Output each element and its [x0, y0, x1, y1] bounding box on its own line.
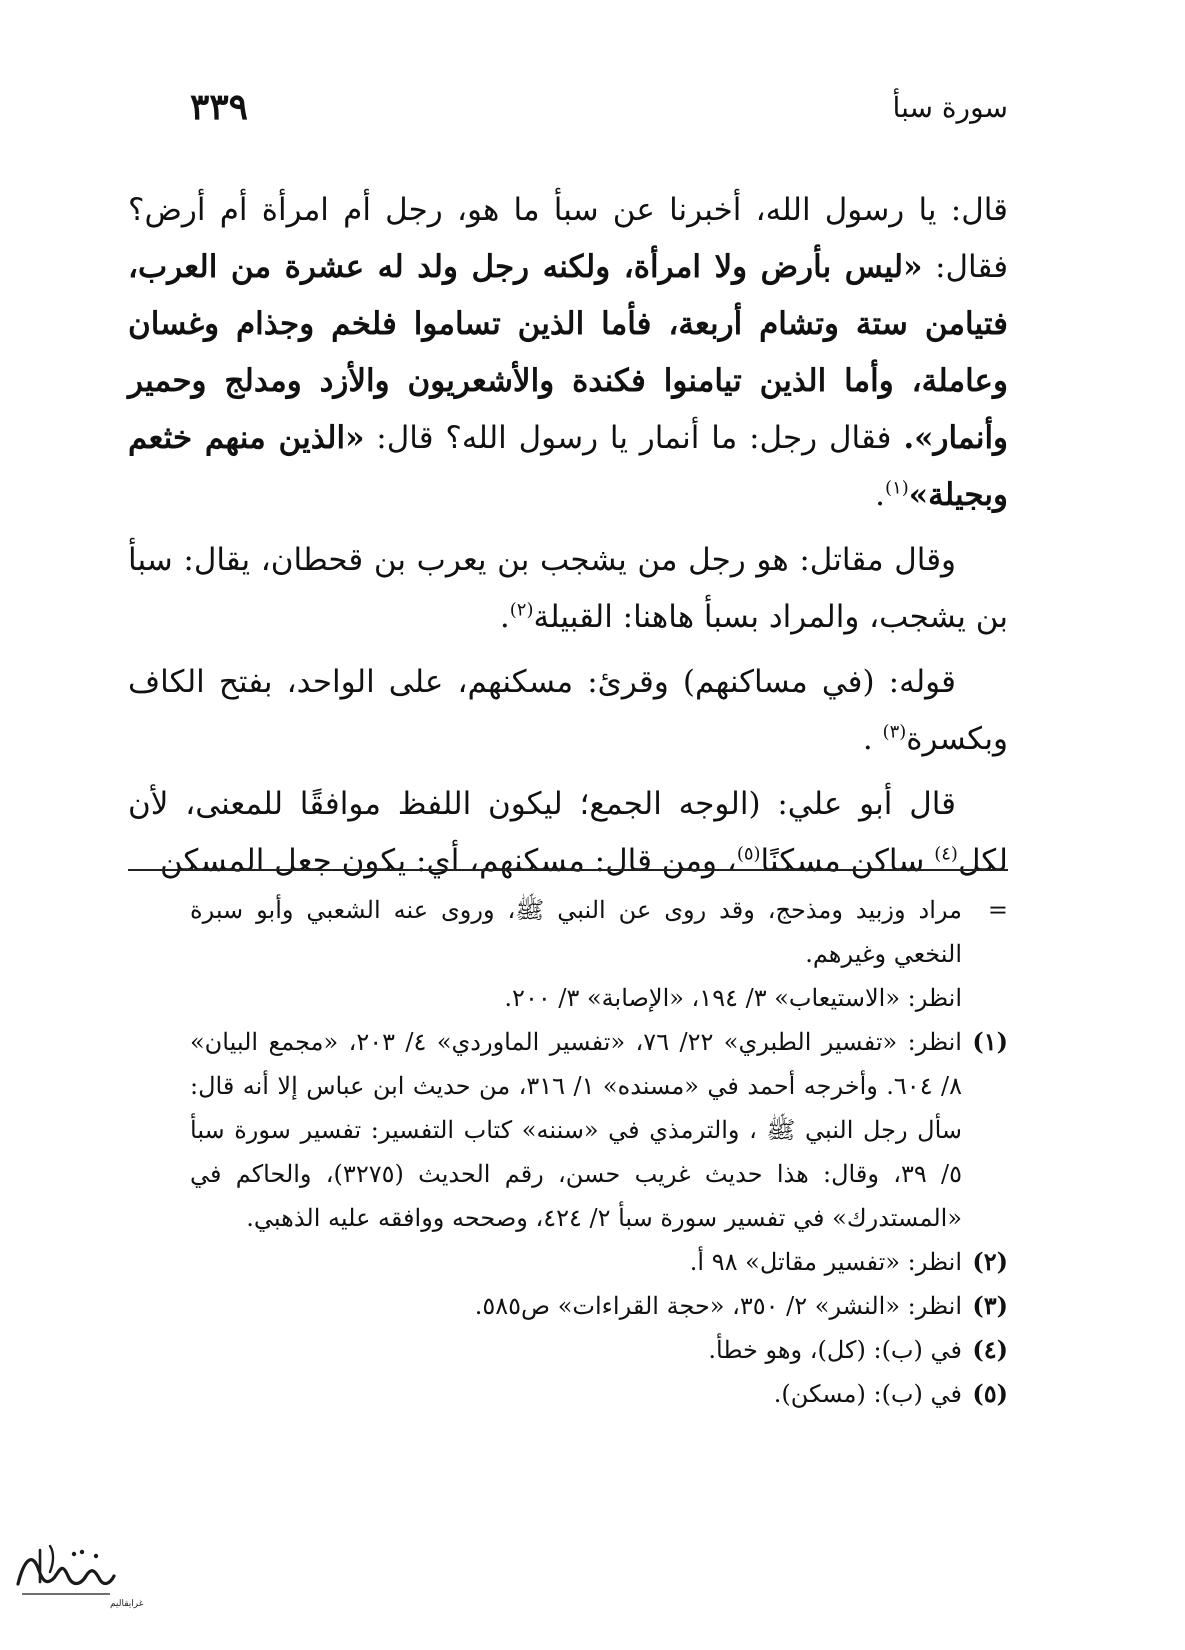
p4-text-b: ساكن مسكنًا	[760, 843, 935, 879]
p1-end: .	[875, 477, 886, 513]
p2-text: وقال مقاتل: هو رجل من يشجب بن يعرب بن قحطان، يقال: سبأ بن يشجب، والمراد بسبأ هاهنا: القبيلة	[128, 542, 1008, 635]
footnotes	[190, 888, 1008, 1416]
footnote-text: انظر: «تفسير مقاتل» ٩٨ أ.	[689, 1248, 962, 1276]
p3-end: .	[862, 721, 883, 757]
footnote-ref-4[interactable]: (٤)	[934, 843, 958, 865]
p1-mid: فقال رجل: ما أنمار يا رسول الله؟ قال:	[364, 420, 892, 456]
page-header	[190, 82, 1008, 132]
continuation-mark: =	[987, 896, 1008, 924]
footnote-number: (١)	[972, 1027, 1008, 1056]
p4-text-c: ، ومن قال: مسكنهم، أي: يكون جعل المسكن	[159, 843, 737, 879]
footnote-number: (٣)	[972, 1291, 1008, 1320]
footnote-text: انظر: «النشر» ٢/ ٣٥٠، «حجة القراءات» ص٥٨٥.	[474, 1292, 962, 1320]
p3-text: قوله: (في مساكنهم) وقرئ: مسكنهم، على الواحد، بفتح الكاف وبكسرة	[128, 664, 1008, 757]
footnote-4	[190, 1328, 1008, 1372]
p1-intro: قال: يا رسول الله، أخبرنا عن سبأ ما هو، رجل أم امرأة أم أرض؟ فقال:	[128, 192, 1009, 285]
footnote-text: في (ب): (مسكن).	[773, 1380, 962, 1408]
paragraph-3	[128, 654, 1008, 768]
p2-end: .	[499, 599, 510, 635]
main-text	[128, 182, 1008, 898]
footnote-1	[190, 1020, 1008, 1240]
footnote-continuation	[190, 888, 1008, 1020]
watermark-subtext: غرايقاليم	[110, 1599, 144, 1609]
footnote-number: (٥)	[972, 1379, 1008, 1408]
paragraph-4	[128, 776, 1008, 890]
continuation-line-2: انظر: «الاستيعاب» ٣/ ١٩٤، «الإصابة» ٣/ ٢٠٠.	[504, 984, 962, 1012]
footnote-text: انظر: «تفسير الطبري» ٢٢/ ٧٦، «تفسير الماوردي» ٤/ ٢٠٣، «مجمع البيان» ٨/ ٦٠٤. وأخرجه أحمد في «مسنده» ١/ ٣١٦، من حديث ابن عباس إلا أنه قال: سأل رجل النبي ﷺ ، والترمذي في «سننه» كتاب التفسير: تفسير سورة سبأ ٥/ ٣٩، وقال: هذا حديث غريب حسن، رقم الحديث (٣٢٧٥)، والحاكم في «المستدرك» في تفسير سورة سبأ ٢/ ٤٢٤، وصححه ووافقه عليه الذهبي.	[190, 1028, 963, 1232]
calligraphy-logo-icon	[10, 1532, 144, 1612]
p1-hadith-quote-2: «الذين منهم خثعم وبجيلة»	[128, 420, 1008, 513]
page-number: ٣٣٩	[190, 86, 249, 128]
footnote-separator	[128, 869, 1008, 871]
footnote-ref-3[interactable]: (٣)	[882, 721, 907, 743]
paragraph-2	[128, 532, 1008, 646]
footnote-number: (٢)	[972, 1247, 1008, 1276]
footnote-ref-5[interactable]: (٥)	[736, 843, 761, 865]
footnote-ref-2[interactable]: (٢)	[509, 599, 534, 621]
chapter-title: سورة سبأ	[892, 90, 1008, 124]
p1-hadith-quote: «ليس بأرض ولا امرأة، ولكنه رجل ولد له عشرة من العرب، فتيامن ستة وتشام أربعة، فأما الذين تساموا فلخم وجذام وغسان وعاملة، وأما الذين تيامنوا فكندة والأشعريون والأزد ومدلج وحمير وأنمار».	[128, 249, 1009, 456]
paragraph-1	[128, 182, 1008, 524]
watermark-logo	[10, 1532, 144, 1612]
footnote-2	[190, 1240, 1008, 1284]
footnote-number: (٤)	[972, 1335, 1008, 1364]
continuation-line-1: مراد وزبيد ومذحج، وقد روى عن النبي ﷺ، وروى عنه الشعبي وأبو سبرة النخعي وغيرهم.	[190, 896, 962, 968]
footnote-ref-1[interactable]: (١)	[885, 477, 909, 499]
footnote-5	[190, 1372, 1008, 1416]
footnote-text: في (ب): (كل)، وهو خطأ.	[708, 1336, 962, 1364]
p4-text-a: قال أبو علي: (الوجه الجمع؛ ليكون اللفظ موافقًا للمعنى، لأن لكل	[128, 786, 1008, 879]
footnote-3	[190, 1284, 1008, 1328]
